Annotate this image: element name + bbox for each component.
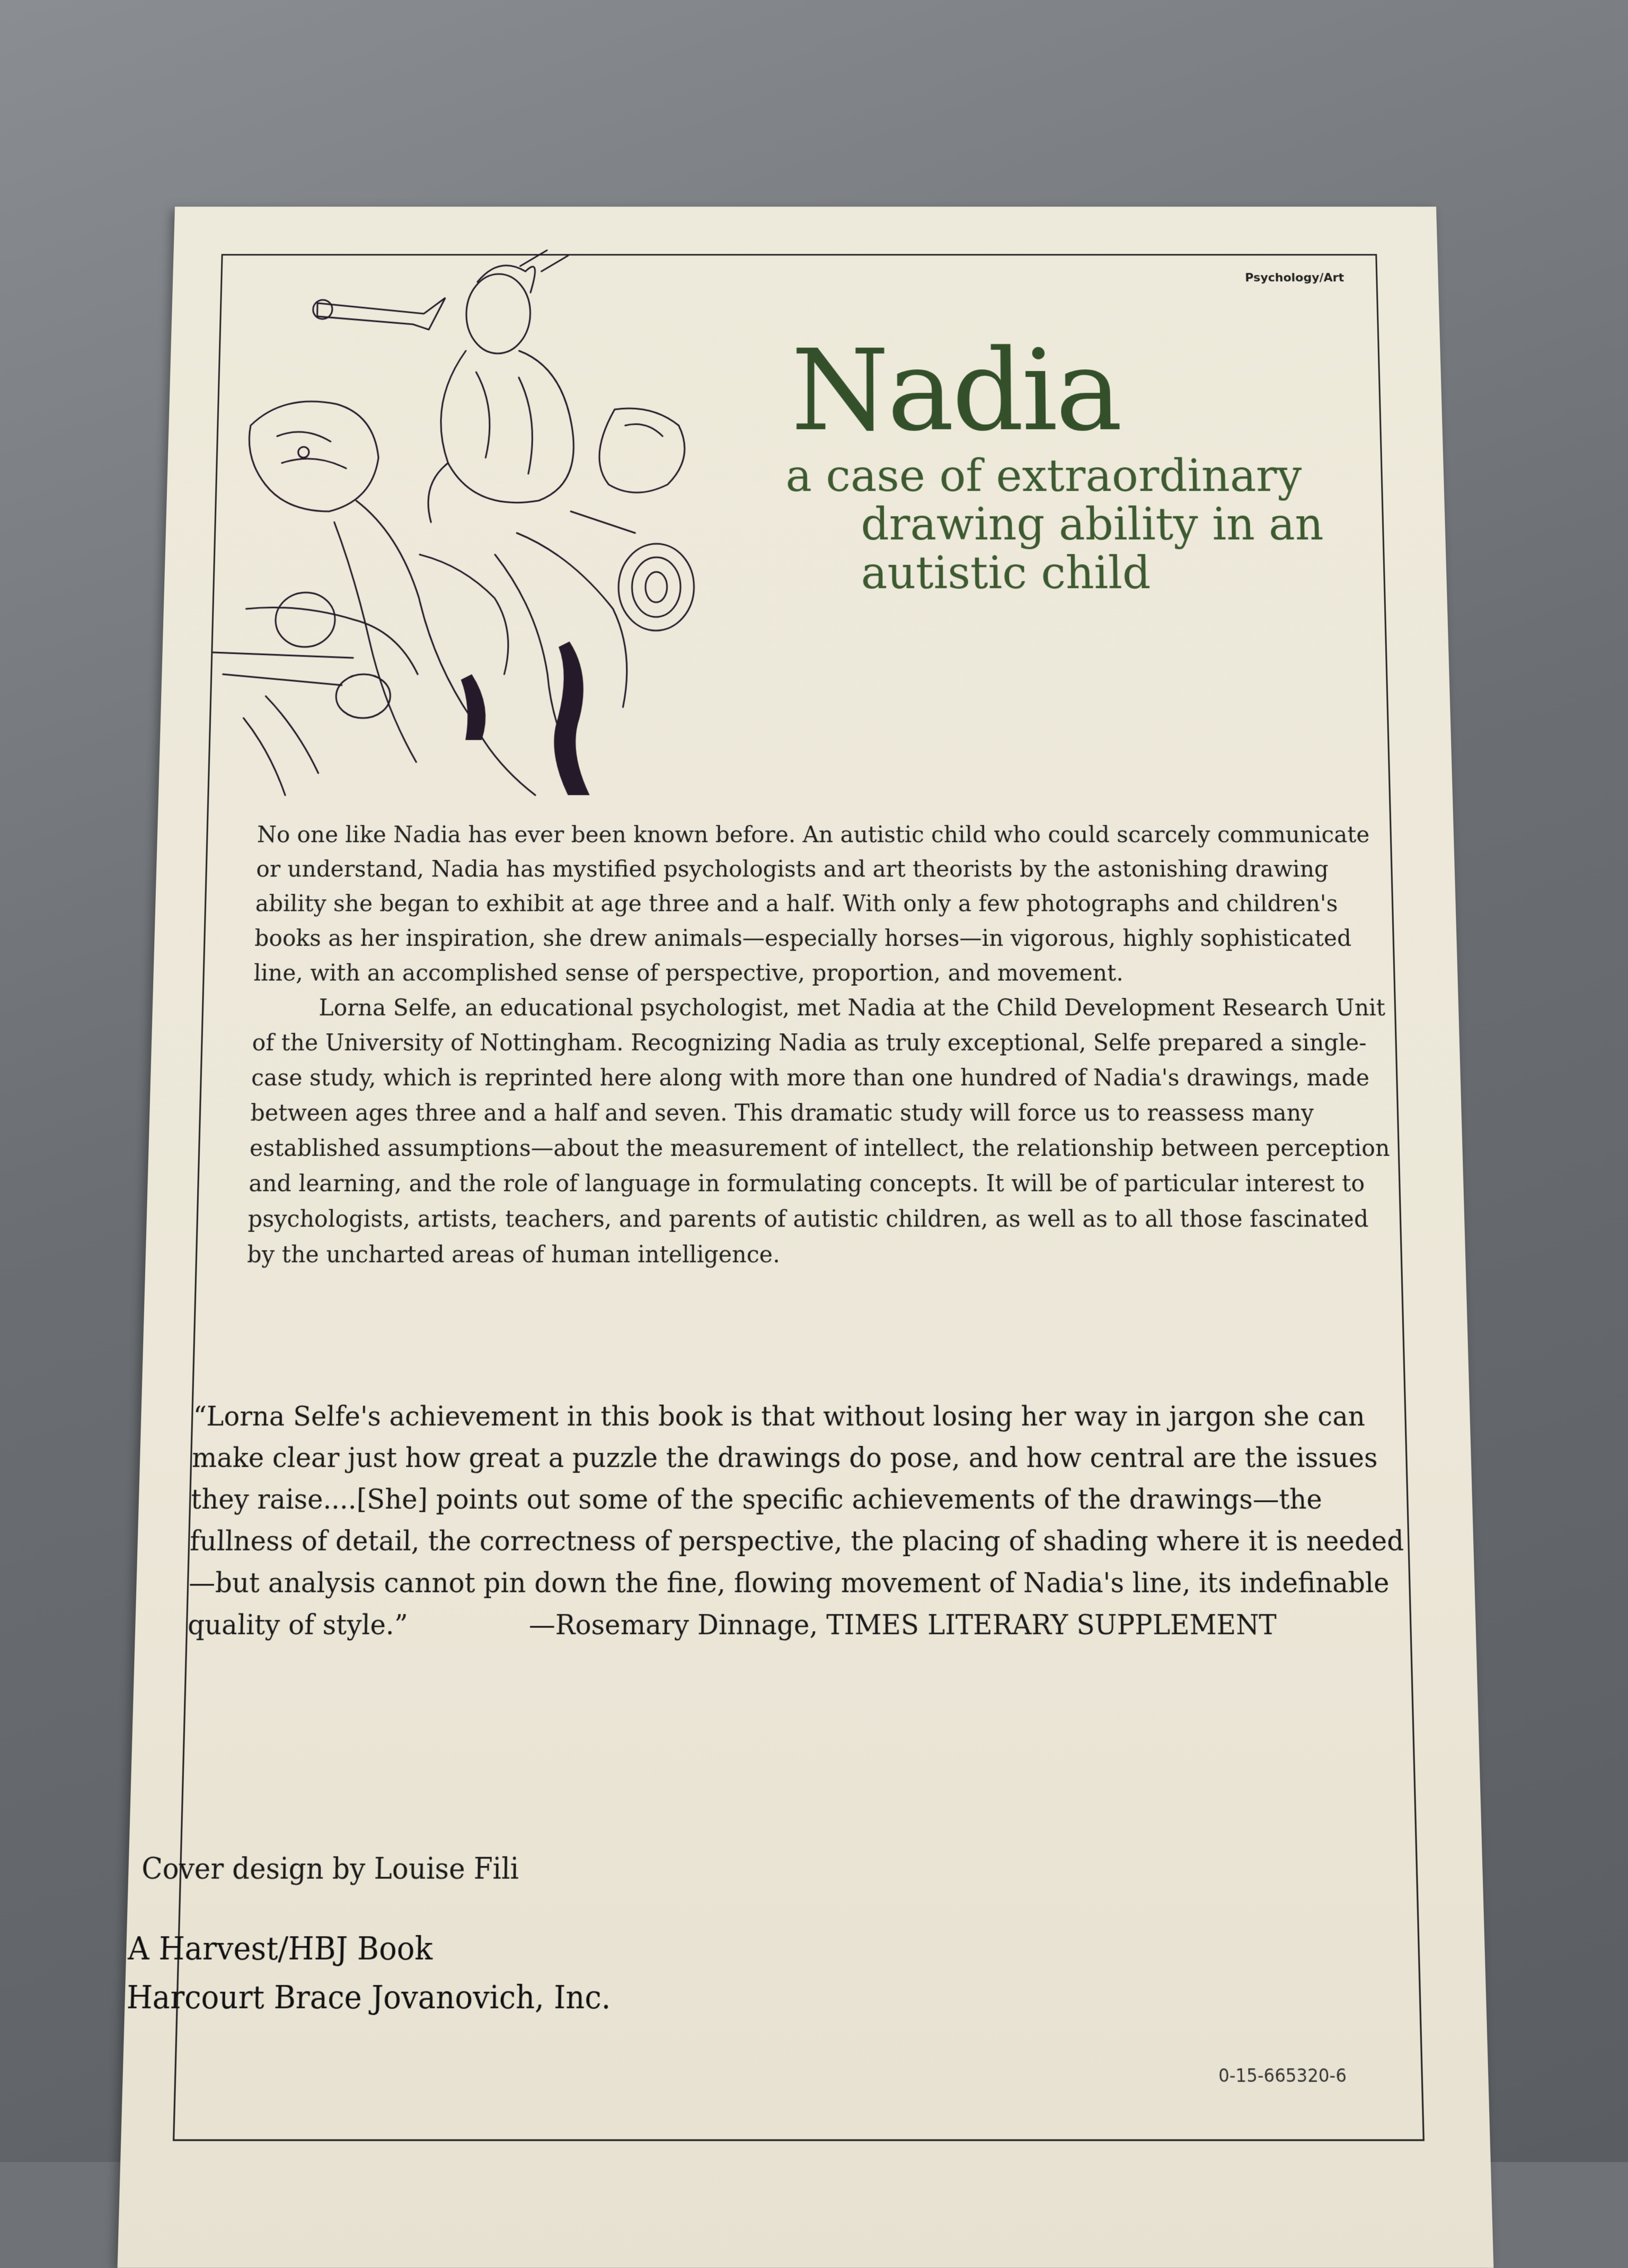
category-label: Psychology/Art [1245,271,1344,285]
quote-text: “Lorna Selfe's achievement in this book is that without losing her way in jargon she can make clear just how great a puzzle the drawings do pose, and how central are the issues they raise....[She] points out some of the specific achievements of the drawings—the fullness of detail, the correctness of perspective, the placing of shading where it is needed—but analysis cannot pin down the fine, flowing movement of Nadia's line, its indefinable quality of style.” [187,1400,1404,1642]
isbn-number: 0-15-665320-6 [1218,2065,1347,2087]
publisher-block [126,1925,612,2022]
subtitle-line-3: autistic child [861,547,1151,599]
subtitle-line-1: a case of extraordinary [785,450,1303,502]
subtitle-line-2: drawing ability in an [861,499,1324,551]
description-blurb [247,817,1401,1272]
cover-frame [126,254,1424,2141]
book-subtitle [785,452,1325,598]
book-title: Nadia [791,325,1121,456]
blurb-paragraph-1: No one like Nadia has ever been known before. An autistic child who could scarcely communicate or understand, Nadia has mystified psychologists and art theorists by the astonishing drawing ability she began to exhibit at age three and a half. With only a few photographs and children's books as her inspiration, she drew animals—especially horses—in vigorous, highly sophisticated line, with an accomplished sense of perspective, proportion, and movement. [253,821,1370,987]
book-back-cover [118,207,1494,2268]
publisher-name: Harcourt Brace Jovanovich, Inc. [126,1979,611,2016]
blurb-paragraph-2: Lorna Selfe, an educational psychologist, met Nadia at the Child Development Research Unit of the University of Nottingham. Recognizing Nadia as truly exceptional, Selfe prepared a single-case study, which is reprinted here along with more than one hundred of Nadia's drawings, made between ages three and a half and seven. This dramatic study will force us to reassess many established assumptions—about the measurement of intellect, the relationship between perception and learning, and the role of language in formulating concepts. It will be of particular interest to psychologists, artists, teachers, and parents of autistic children, as well as to all those fascinated by the uncharted areas of human intelligence. [246,994,1391,1268]
cover-credit: Cover design by Louise Fili [141,1852,519,1886]
horse-and-rider-sketch [187,235,744,818]
quote-attribution: —Rosemary Dinnage, TIMES LITERARY SUPPLEMENT [528,1608,1277,1642]
review-quote [187,1396,1427,1646]
publisher-imprint: A Harvest/HBJ Book [127,1930,433,1968]
